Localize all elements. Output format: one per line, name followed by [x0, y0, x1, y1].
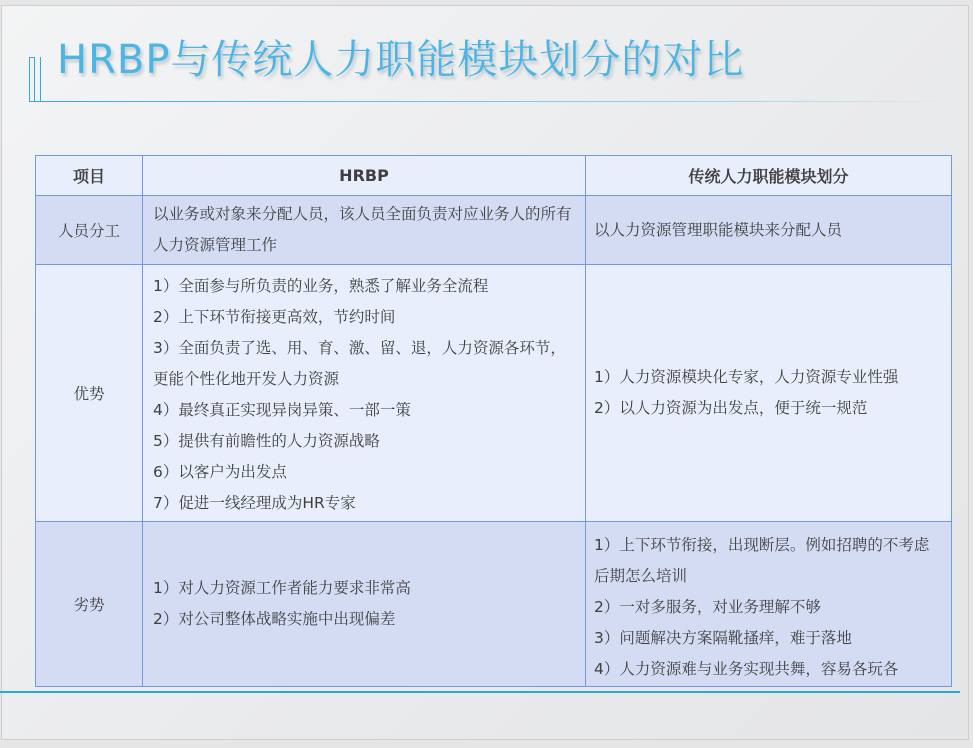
list-item: 4）人力资源难与业务实现共舞，容易各玩各	[594, 660, 899, 677]
cell-text: 以人力资源管理职能模块来分配人员	[594, 220, 843, 239]
list-item: 4）最终真正实现异岗异策、一部一策	[153, 400, 411, 419]
traditional-cell	[586, 522, 952, 687]
list-item: 2）以人力资源为出发点，便于统一规范	[594, 399, 868, 417]
list-item: 3）问题解决方案隔靴搔痒，难于落地	[594, 629, 852, 647]
table-row	[36, 265, 952, 522]
table-row	[36, 196, 952, 265]
list-item: 2）上下环节衔接更高效，节约时间	[153, 307, 396, 326]
row-label: 人员分工	[36, 196, 143, 265]
list-item: 1）全面参与所负责的业务，熟悉了解业务全流程	[153, 276, 489, 295]
list-item: 1）人力资源模块化专家，人力资源专业性强	[594, 368, 899, 386]
header-traditional: 传统人力职能模块划分	[586, 156, 952, 196]
hrbp-cell	[143, 196, 586, 265]
cell-text: 以业务或对象来分配人员，该人员全面负责对应业务人的所有人力资源管理工作	[153, 205, 572, 254]
list-item: 5）提供有前瞻性的人力资源战略	[153, 431, 380, 450]
page-title: HRBP与传统人力职能模块划分的对比	[57, 37, 745, 83]
hrbp-cell	[143, 265, 586, 522]
list-item: 2）一对多服务，对业务理解不够	[594, 598, 821, 616]
list-item: 7）促进一线经理成为HR专家	[153, 493, 356, 512]
title-decoration-bar	[40, 57, 41, 102]
list-item: 1）对人力资源工作者能力要求非常高	[153, 579, 411, 597]
table-header-row	[36, 156, 952, 196]
header-item: 项目	[36, 156, 143, 196]
traditional-cell	[586, 196, 952, 265]
title-decoration	[29, 57, 35, 102]
table-row	[36, 522, 952, 687]
list-item: 6）以客户为出发点	[153, 462, 287, 481]
footer-line	[0, 691, 960, 693]
list-item: 1）上下环节衔接，出现断层。例如招聘的不考虑后期怎么培训	[594, 536, 930, 585]
list-item: 3）全面负责了选、用、育、激、留、退，人力资源各环节，更能个性化地开发人力资源	[153, 338, 566, 388]
row-label: 劣势	[36, 522, 143, 687]
title-underline	[29, 101, 949, 102]
hrbp-cell	[143, 522, 586, 687]
header-hrbp: HRBP	[143, 156, 586, 196]
row-label: 优势	[36, 265, 143, 522]
comparison-table	[35, 155, 952, 687]
traditional-cell	[586, 265, 952, 522]
list-item: 2）对公司整体战略实施中出现偏差	[153, 610, 396, 628]
